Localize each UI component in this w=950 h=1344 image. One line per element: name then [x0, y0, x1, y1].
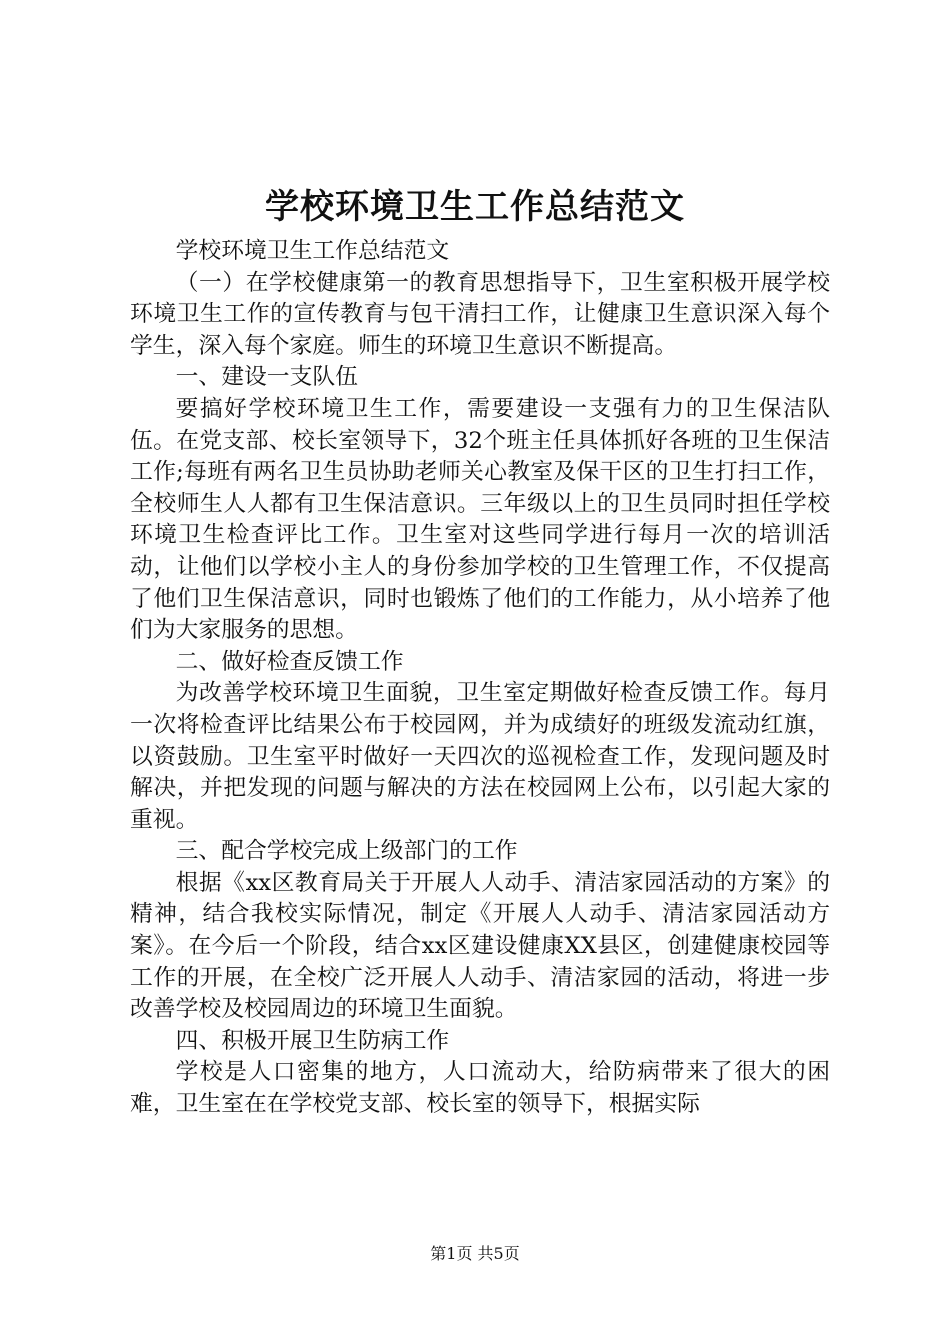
paragraph-section-3: 根据《xx区教育局关于开展人人动手、清洁家园活动的方案》的精神，结合我校实际情况，制定《开展人人动手、清洁家园活动方案》。在今后一个阶段，结合xx区建设健康XX县区，创建健康校园等工作的开展，在全校广泛开展人人动手、清洁家园的活动，将进一步改善学校及校园周边的环境卫生面貌。 [130, 869, 830, 1023]
section-heading-3: 三、配合学校完成上级部门的工作 [175, 838, 518, 865]
document-body [130, 236, 830, 1121]
section-heading-4: 四、积极开展卫生防病工作 [175, 1027, 450, 1054]
paragraph-heading-repeat: 学校环境卫生工作总结范文 [175, 238, 450, 264]
paragraph-intro: （一）在学校健康第一的教育思想指导下，卫生室积极开展学校环境卫生工作的宣传教育与包干清扫工作，让健康卫生意识深入每个学生，深入每个家庭。师生的环境卫生意识不断提高。 [130, 269, 830, 359]
document-title: 学校环境卫生工作总结范文 [265, 187, 685, 227]
section-heading-2: 二、做好检查反馈工作 [175, 648, 404, 675]
page-footer: 第1页 共5页 [430, 1244, 520, 1263]
paragraph-section-2: 为改善学校环境卫生面貌，卫生室定期做好检查反馈工作。每月一次将检查评比结果公布于校园网，并为成绩好的班级发流动红旗，以资鼓励。卫生室平时做好一天四次的巡视检查工作，发现问题及时解决，并把发现的问题与解决的方法在校园网上公布，以引起大家的重视。 [130, 680, 830, 833]
section-heading-1: 一、建设一支队伍 [175, 364, 358, 391]
paragraph-section-1: 要搞好学校环境卫生工作，需要建设一支强有力的卫生保洁队伍。在党支部、校长室领导下，32个班主任具体抓好各班的卫生保洁工作;每班有两名卫生员协助老师关心教室及保干区的卫生打扫工作，全校师生人人都有卫生保洁意识。三年级以上的卫生员同时担任学校环境卫生检查评比工作。卫生室对这些同学进行每月一次的培训活动，让他们以学校小主人的身份参加学校的卫生管理工作，不仅提高了他们卫生保洁意识，同时也锻炼了他们的工作能力，从小培养了他们为大家服务的思想。 [130, 395, 830, 644]
paragraph-section-4: 学校是人口密集的地方，人口流动大，给防病带来了很大的困难，卫生室在在学校党支部、校长室的领导下，根据实际 [130, 1059, 830, 1118]
